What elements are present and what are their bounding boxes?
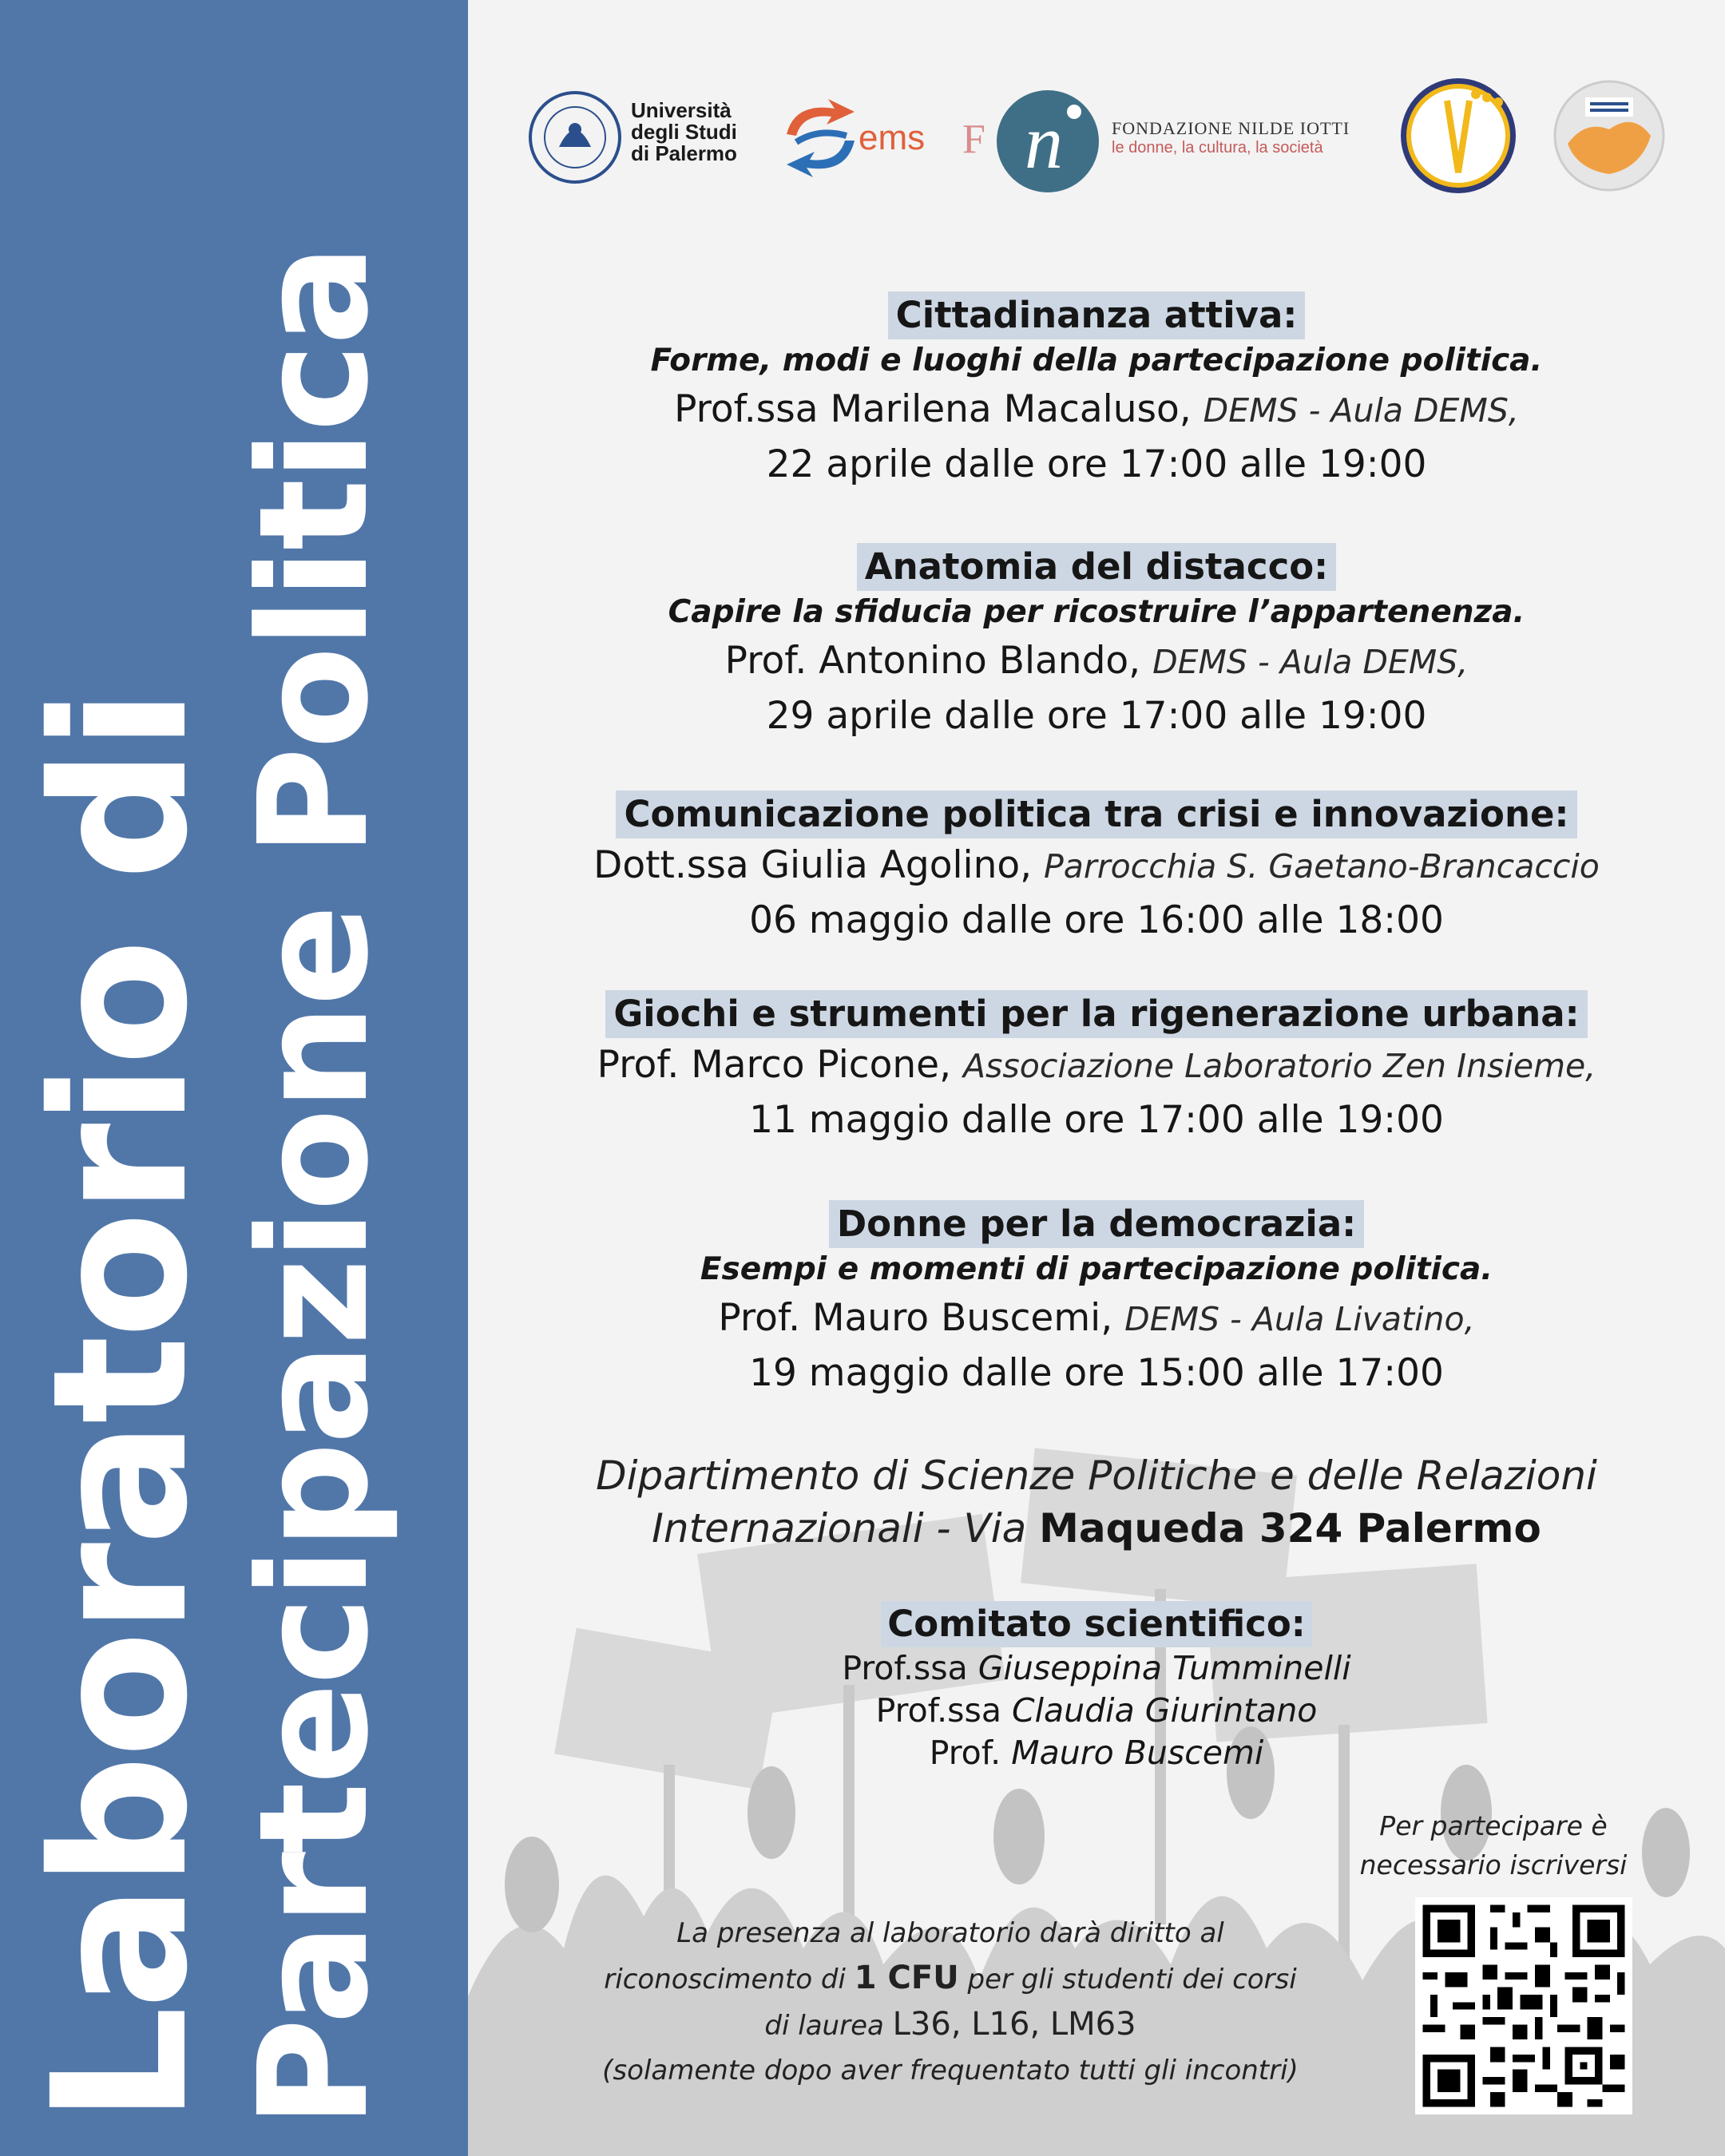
unipa-line-3: di Palermo bbox=[631, 141, 737, 165]
event-3 bbox=[468, 791, 1725, 948]
cfu-text-b: per gli studenti dei corsi bbox=[967, 1964, 1297, 1995]
event-5 bbox=[468, 1200, 1725, 1401]
vivere-scienze-politiche-icon bbox=[1399, 77, 1517, 195]
unipa-line-1: Università bbox=[631, 98, 732, 122]
registration-line-1: Per partecipare è bbox=[1379, 1810, 1608, 1841]
event-4-speaker-line bbox=[468, 1038, 1725, 1093]
event-3-speaker-line bbox=[468, 838, 1725, 894]
committee-member bbox=[468, 1647, 1725, 1690]
event-4-place: Associazione Laboratorio Zen Insieme, bbox=[962, 1047, 1596, 1085]
event-1 bbox=[468, 291, 1725, 492]
dems-logo-icon bbox=[779, 94, 862, 182]
qr-code-icon[interactable] bbox=[1415, 1897, 1632, 2114]
event-3-title: Comunicazione politica tra crisi e innovazione: bbox=[616, 791, 1576, 838]
event-5-speaker-line bbox=[468, 1291, 1725, 1346]
svg-text:n: n bbox=[1025, 99, 1063, 184]
department-address bbox=[468, 1449, 1725, 1555]
event-1-subtitle: Forme, modi e luoghi della partecipazione politica. bbox=[650, 343, 1543, 378]
event-4-title: Giochi e strumenti per la rigenerazione urbana: bbox=[605, 990, 1587, 1038]
vertical-title bbox=[0, 0, 468, 2156]
cfu-line-4: (solamente dopo aver frequentato tutti gli incontri) bbox=[602, 2055, 1299, 2087]
member-2-prefix: Prof.ssa bbox=[875, 1691, 1001, 1730]
committee-member bbox=[468, 1690, 1725, 1732]
event-5-speaker: Prof. Mauro Buscemi, bbox=[718, 1296, 1113, 1340]
fni-subtitle: le donne, la cultura, la società bbox=[1112, 139, 1323, 157]
title-band bbox=[0, 0, 468, 2156]
committee-title: Comitato scientifico: bbox=[881, 1601, 1312, 1647]
unipa-line-2: degli Studi bbox=[631, 120, 737, 144]
event-3-date: 06 maggio dalle ore 16:00 alle 18:00 bbox=[749, 898, 1444, 942]
event-4 bbox=[468, 990, 1725, 1147]
cfu-line-2 bbox=[527, 1956, 1374, 2002]
fni-logo-icon bbox=[994, 88, 1101, 195]
department-street: Maqueda 324 Palermo bbox=[1039, 1505, 1541, 1552]
dems-text: ems bbox=[859, 118, 926, 157]
event-1-place: DEMS - Aula DEMS, bbox=[1203, 391, 1519, 430]
title-line-1: Laboratorio di bbox=[13, 691, 228, 2124]
event-1-date: 22 aprile dalle ore 17:00 alle 19:00 bbox=[766, 442, 1427, 486]
event-2-speaker: Prof. Antonino Blando, bbox=[724, 639, 1141, 683]
fni-letter: F bbox=[962, 117, 985, 162]
cfu-note bbox=[527, 1911, 1374, 2093]
department-line-1: Dipartimento di Scienze Politiche e delle Relazioni bbox=[596, 1453, 1597, 1499]
event-2-place: DEMS - Aula DEMS, bbox=[1152, 643, 1469, 681]
cfu-line-1: La presenza al laboratorio darà diritto al bbox=[676, 1917, 1224, 1949]
member-1-name: Giuseppina Tumminelli bbox=[978, 1649, 1351, 1687]
event-3-speaker: Dott.ssa Giulia Agolino, bbox=[593, 843, 1033, 887]
unipa-seal-icon bbox=[527, 89, 623, 185]
member-2-name: Claudia Giurintano bbox=[1012, 1691, 1318, 1730]
event-2-date: 29 aprile dalle ore 17:00 alle 19:00 bbox=[766, 694, 1427, 738]
committee-member bbox=[468, 1732, 1725, 1774]
scientific-committee bbox=[468, 1601, 1725, 1774]
cfu-credits: 1 CFU bbox=[854, 1960, 959, 1996]
event-5-title: Donne per la democrazia: bbox=[829, 1200, 1364, 1248]
event-1-speaker: Prof.ssa Marilena Macaluso, bbox=[674, 387, 1192, 431]
fni-title: FONDAZIONE NILDE IOTTI bbox=[1112, 118, 1350, 138]
event-1-speaker-line bbox=[468, 382, 1725, 438]
event-2-title: Anatomia del distacco: bbox=[857, 543, 1336, 591]
event-1-title: Cittadinanza attiva: bbox=[888, 291, 1306, 339]
intesa-sc-politiche-icon bbox=[1553, 80, 1665, 192]
cfu-text-c: di laurea bbox=[764, 2010, 884, 2042]
event-2 bbox=[468, 543, 1725, 743]
department-line-2-italic: Internazionali - Via bbox=[652, 1505, 1027, 1552]
event-4-date: 11 maggio dalle ore 17:00 alle 19:00 bbox=[749, 1098, 1444, 1142]
registration-line-2: necessario iscriversi bbox=[1359, 1849, 1628, 1881]
event-5-subtitle: Esempi e momenti di partecipazione politica. bbox=[700, 1251, 1493, 1287]
member-3-prefix: Prof. bbox=[929, 1734, 1001, 1772]
event-5-place: DEMS - Aula Livatino, bbox=[1124, 1300, 1475, 1338]
event-5-date: 19 maggio dalle ore 15:00 alle 17:00 bbox=[749, 1351, 1444, 1395]
member-3-name: Mauro Buscemi bbox=[1011, 1734, 1264, 1772]
event-4-speaker: Prof. Marco Picone, bbox=[597, 1043, 952, 1087]
event-2-speaker-line bbox=[468, 634, 1725, 689]
unipa-name bbox=[631, 100, 737, 164]
cfu-text-a: riconoscimento di bbox=[604, 1964, 846, 1995]
event-3-place: Parrocchia S. Gaetano-Brancaccio bbox=[1044, 847, 1600, 886]
registration-note bbox=[1350, 1806, 1637, 1885]
cfu-degree-codes: L36, L16, LM63 bbox=[892, 2006, 1136, 2043]
event-2-subtitle: Capire la sfiducia per ricostruire l’appartenenza. bbox=[668, 594, 1525, 630]
member-1-prefix: Prof.ssa bbox=[842, 1649, 968, 1687]
cfu-line-3 bbox=[527, 2002, 1374, 2048]
title-line-2: Partecipazione Politica bbox=[227, 246, 402, 2128]
